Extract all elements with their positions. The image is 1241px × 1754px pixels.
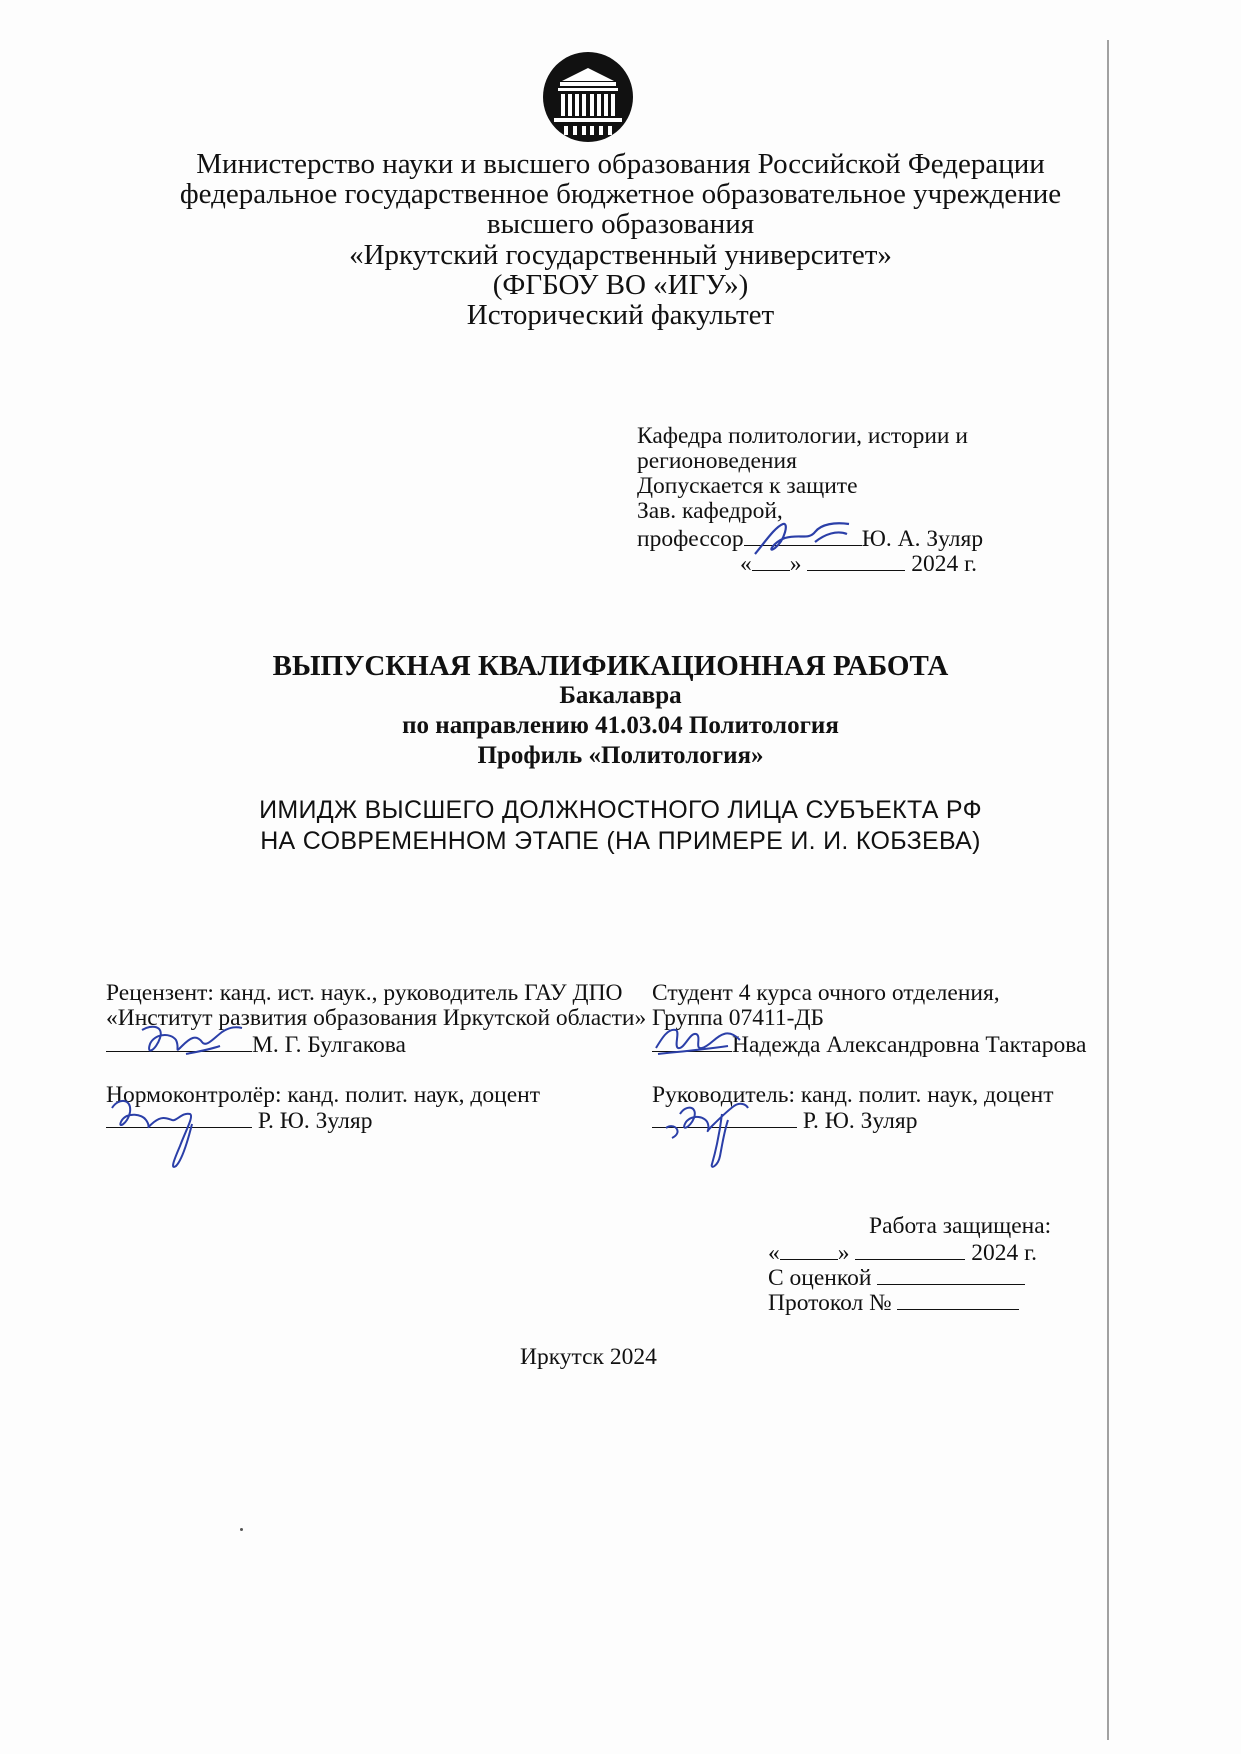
topic-line-2: НА СОВРЕМЕННОМ ЭТАПЕ (НА ПРИМЕРЕ И. И. КОБЗЕВА) [260,827,981,855]
university-name: «Иркутский государственный университет» [349,239,892,271]
student-group: Группа 07411-ДБ [652,1005,824,1031]
university-logo [542,51,634,143]
protocol-label: Протокол № [768,1290,892,1316]
supervisor-title: Руководитель: канд. полит. наук, доцент [652,1082,1054,1108]
head-title: Зав. кафедрой, [637,498,783,524]
defense-month-blank [855,1238,965,1260]
faculty-name: Исторический факультет [466,299,775,331]
normcontrol-name: Р. Ю. Зуляр [257,1108,373,1134]
supervisor-name: Р. Ю. Зуляр [802,1108,918,1134]
head-signature [745,512,860,562]
student-signature [650,1018,745,1060]
work-type-title: ВЫПУСКНАЯ КВАЛИФИКАЦИОННАЯ РАБОТА [272,650,949,682]
reviewer-signature [130,1016,250,1066]
reviewer-organization: «Институт развития образования Иркутской области» [106,1005,647,1031]
approval-date-line: « » 2024 г. [740,551,977,577]
scan-speck [240,1528,243,1531]
defense-date-line: « » 2024 г. [768,1240,1037,1266]
education-level-line: высшего образования [486,208,755,240]
defense-day-blank [780,1238,838,1260]
profile-label: Профиль «Политология» [477,742,764,769]
city-year: Иркутск 2024 [520,1344,657,1370]
protocol-blank [897,1288,1019,1310]
university-abbreviation: (ФГБОУ ВО «ИГУ») [492,269,749,301]
scan-edge [1107,40,1109,1740]
reviewer-title: Рецензент: канд. ист. наук., руководитель ГАУ ДПО [106,980,623,1006]
student-course: Студент 4 курса очного отделения, [652,980,1000,1006]
degree-label: Бакалавра [559,682,682,709]
supervisor-signature [650,1092,760,1172]
defended-label: Работа защищена: [869,1213,1052,1239]
admission-label: Допускается к защите [637,473,858,499]
ministry-line: Министерство науки и высшего образования Российской Федерации [196,148,1045,180]
protocol-line [768,1288,1019,1317]
head-name: Ю. А. Зуляр [861,526,984,552]
direction-label: по направлению 41.03.04 Политология [402,712,839,739]
normcontrol-signature [104,1090,214,1175]
reviewer-name: М. Г. Булгакова [252,1032,406,1058]
approval-year: 2024 г. [911,551,977,577]
institution-type-line: федеральное государственное бюджетное образовательное учреждение [179,178,1062,210]
topic-line-1: ИМИДЖ ВЫСШЕГО ДОЛЖНОСТНОГО ЛИЦА СУБЪЕКТА РФ [259,796,982,824]
defense-year: 2024 г. [971,1240,1037,1266]
grade-label: С оценкой [768,1265,872,1291]
normcontrol-title: Нормоконтролёр: канд. полит. наук, доцент [106,1082,540,1108]
grade-blank [877,1263,1025,1285]
department-line-1: Кафедра политологии, истории и [637,423,968,449]
student-name: Надежда Александровна Тактарова [732,1032,1087,1058]
department-line-2: регионоведения [637,448,797,474]
professor-label: профессор [637,526,744,552]
